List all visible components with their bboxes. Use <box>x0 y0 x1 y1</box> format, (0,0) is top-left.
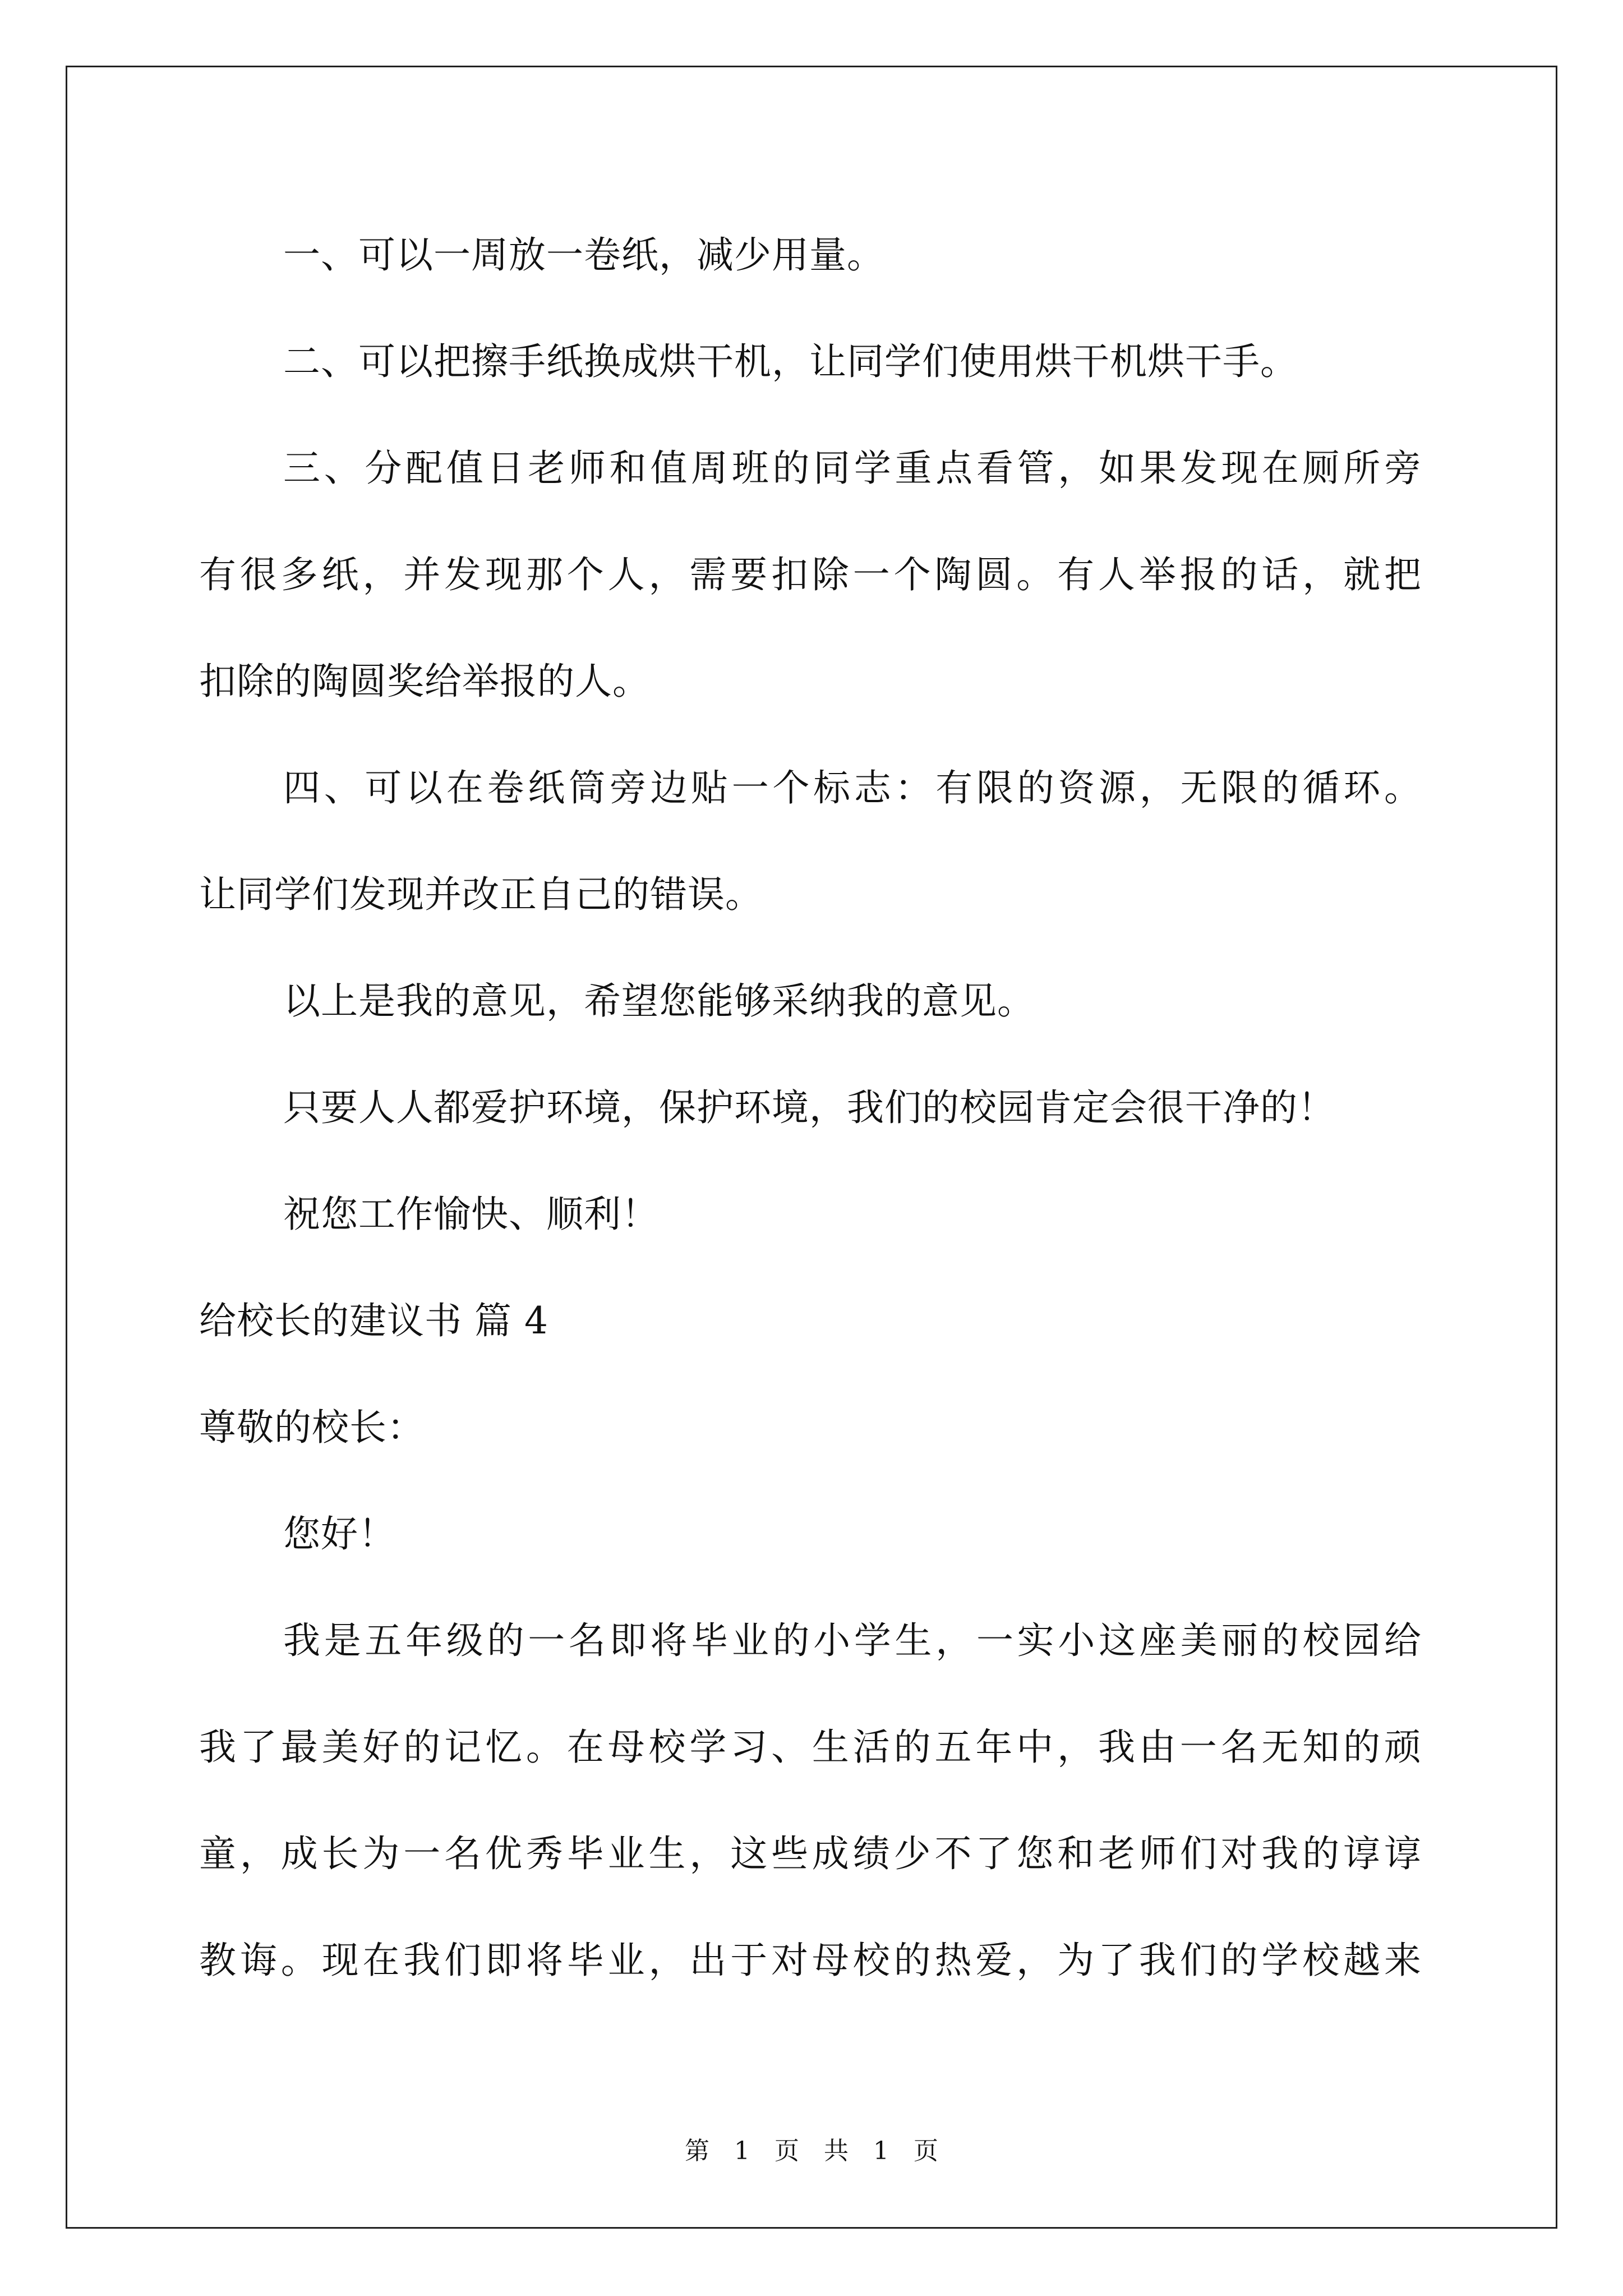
paragraph-line: 只要人人都爱护环境，保护环境，我们的校园肯定会很干净的！ <box>283 1086 1335 1129</box>
paragraph-line: 祝您工作愉快、顺利！ <box>283 1193 659 1236</box>
salutation: 尊敬的校长： <box>199 1406 425 1449</box>
paragraph-line: 有很多纸，并发现那个人，需要扣除一个陶圆。有人举报的话，就把 <box>199 553 1422 596</box>
greeting: 您好！ <box>283 1512 396 1556</box>
paragraph-line: 四、可以在卷纸筒旁边贴一个标志：有限的资源，无限的循环。 <box>283 766 1422 809</box>
paragraph-line: 让同学们发现并改正自己的错误。 <box>199 873 763 916</box>
paragraph-line: 我了最美好的记忆。在母校学习、生活的五年中，我由一名无知的顽 <box>199 1726 1422 1769</box>
page-number-footer: 第 1 页 共 1 页 <box>685 2137 938 2165</box>
paragraph-line: 童，成长为一名优秀毕业生，这些成绩少不了您和老师们对我的谆谆 <box>199 1832 1422 1875</box>
paragraph-line: 扣除的陶圆奖给举报的人。 <box>199 660 650 703</box>
paragraph-line: 教诲。现在我们即将毕业，出于对母校的热爱，为了我们的学校越来 <box>199 1939 1422 1982</box>
paragraph-line: 一、可以一周放一卷纸，减少用量。 <box>283 233 884 277</box>
page-border <box>66 66 1557 2229</box>
paragraph-line: 三、分配值日老师和值周班的同学重点看管，如果发现在厕所旁 <box>283 447 1422 490</box>
section-heading: 给校长的建议书 篇 4 <box>199 1299 548 1342</box>
paragraph-line: 以上是我的意见，希望您能够采纳我的意见。 <box>283 979 1035 1023</box>
paragraph-line: 我是五年级的一名即将毕业的小学生，一实小这座美丽的校园给 <box>283 1619 1422 1662</box>
paragraph-line: 二、可以把擦手纸换成烘干机，让同学们使用烘干机烘干手。 <box>283 340 1298 383</box>
